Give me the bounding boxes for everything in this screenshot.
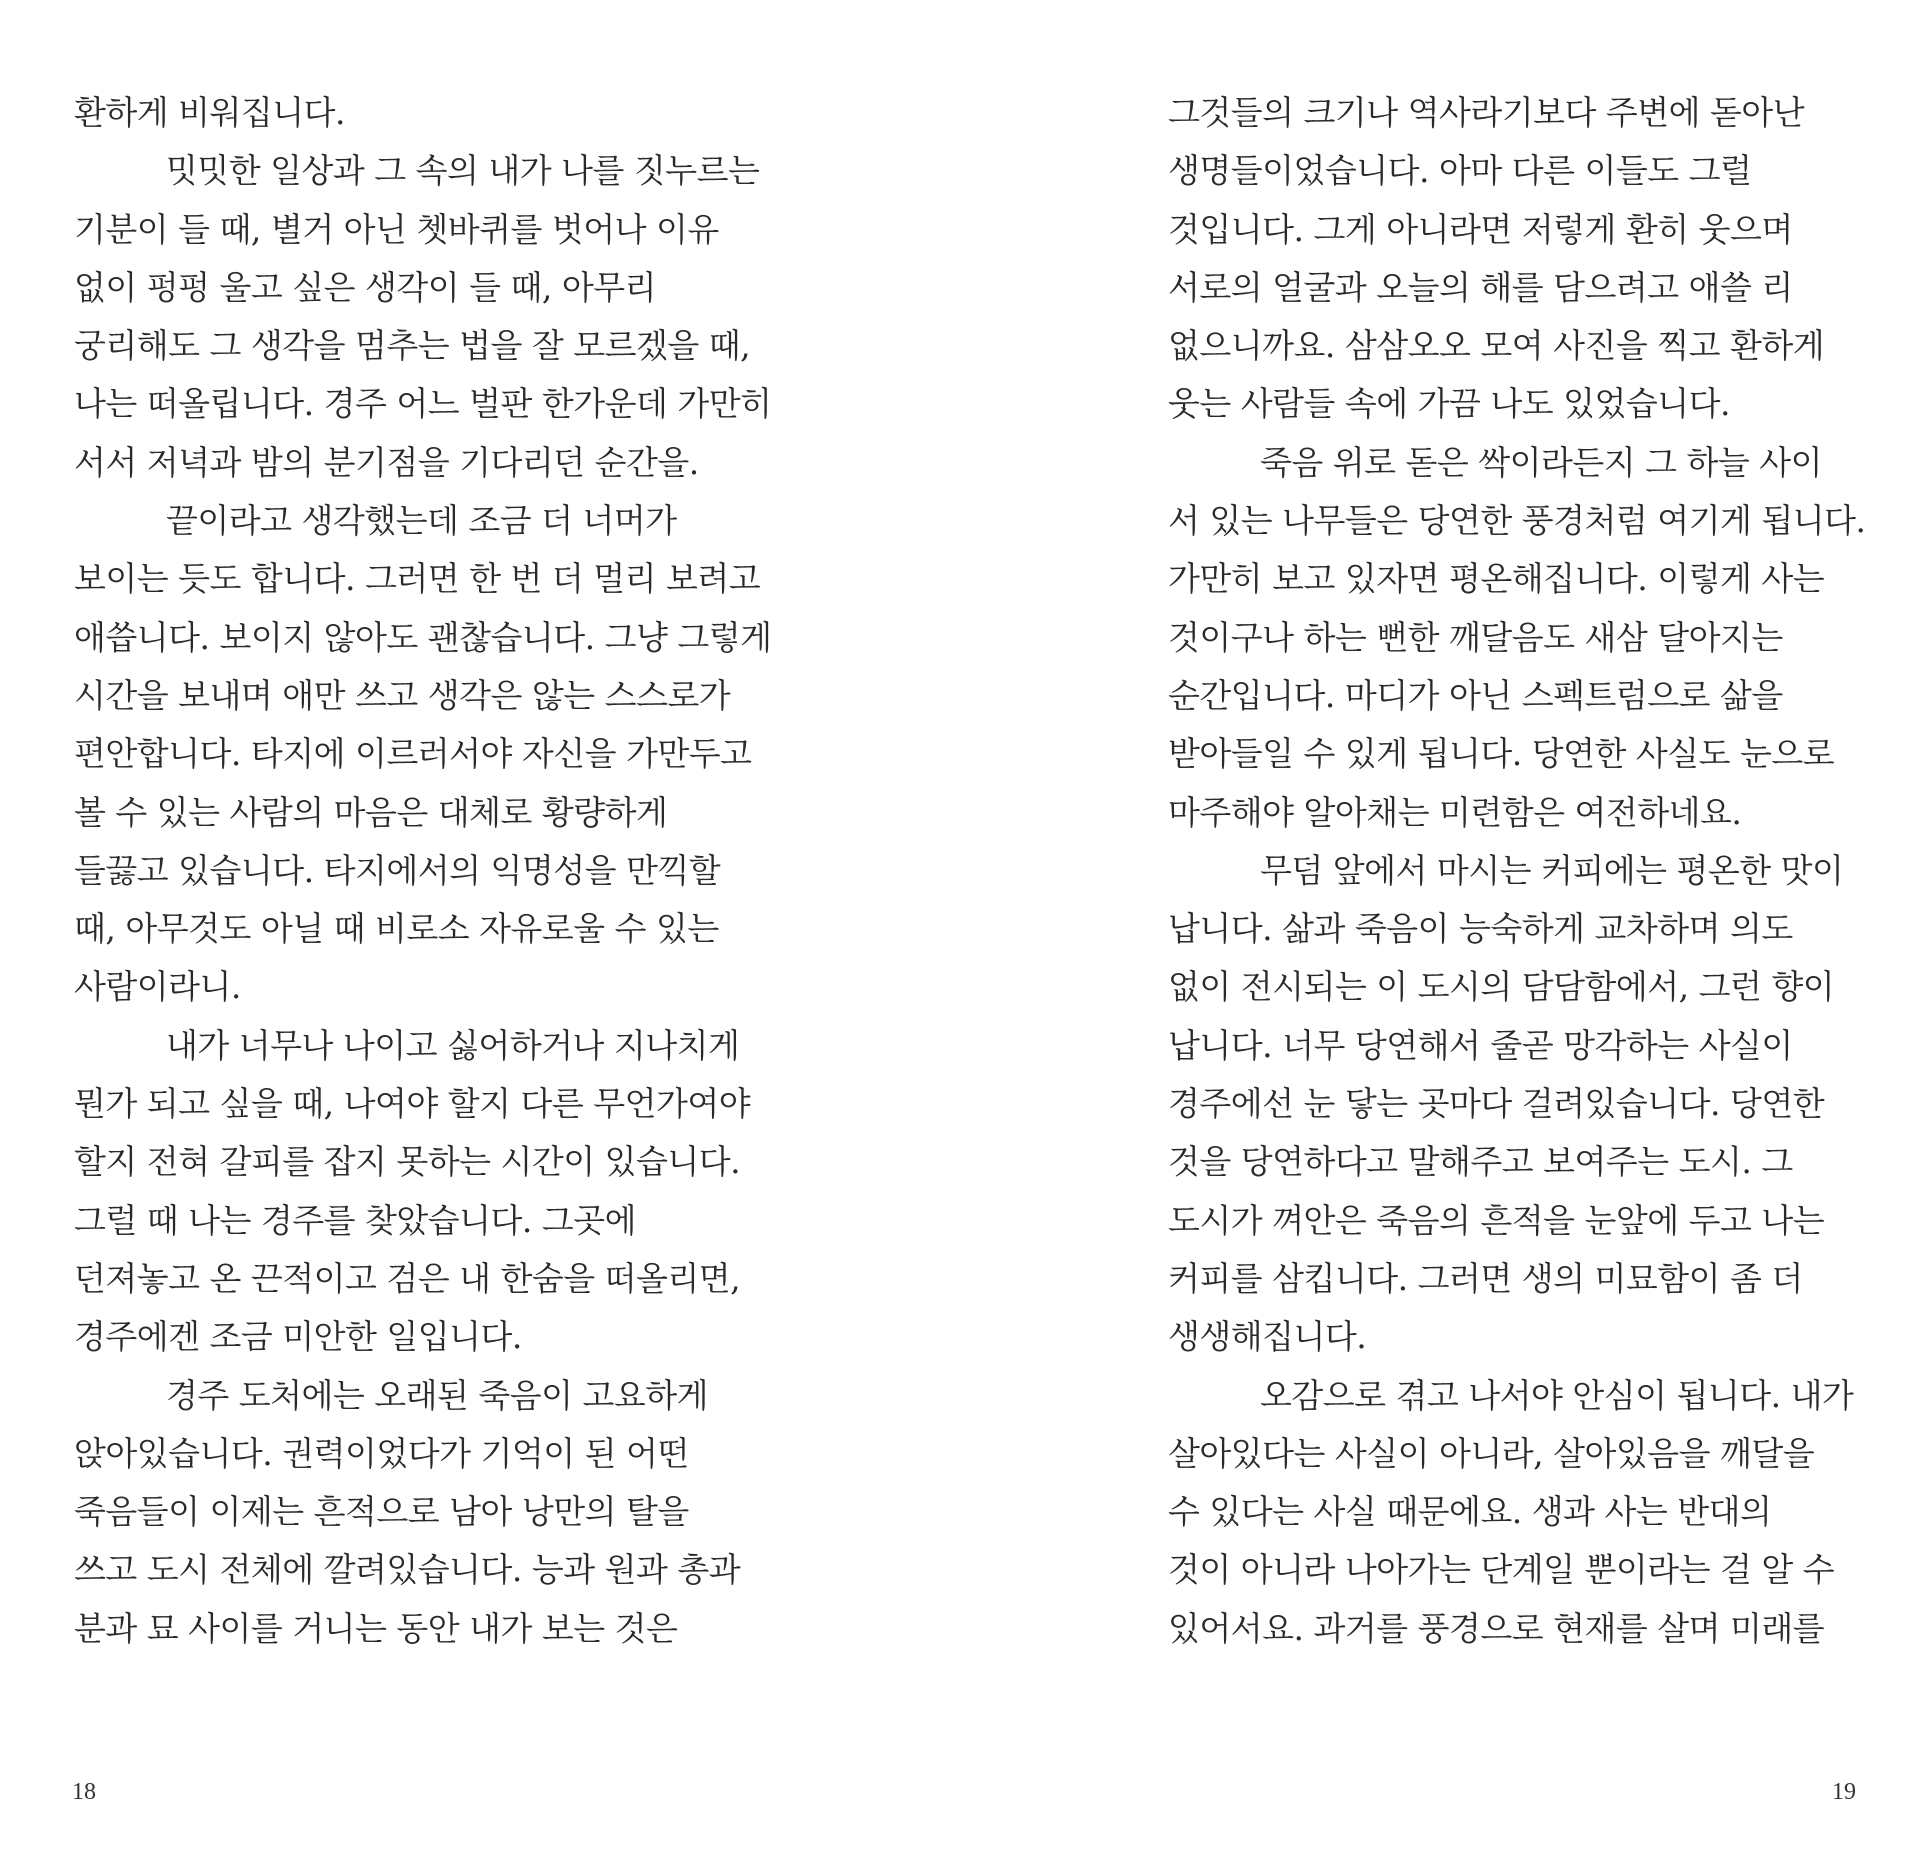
text-line: 것을 당연하다고 말해주고 보여주는 도시. 그 [1168, 1142, 1793, 1182]
text-line: 도시가 껴안은 죽음의 흔적을 눈앞에 두고 나는 [1168, 1200, 1825, 1240]
text-line: 볼 수 있는 사람의 마음은 대체로 황량하게 [74, 792, 668, 832]
left-page-number: 18 [72, 1779, 96, 1805]
text-line: 것입니다. 그게 아니라면 저렇게 환히 웃으며 [1168, 209, 1793, 249]
text-line: 죽음들이 이제는 흔적으로 남아 낭만의 탈을 [74, 1492, 689, 1532]
text-line: 던져놓고 온 끈적이고 검은 내 한숨을 떠올리면, [74, 1258, 741, 1298]
text-line: 뭔가 되고 싶을 때, 나여야 할지 다른 무언가여야 [74, 1084, 751, 1124]
text-line: 기분이 들 때, 별거 아닌 쳇바퀴를 벗어나 이유 [74, 209, 719, 249]
text-line: 살아있다는 사실이 아니라, 살아있음을 깨달을 [1168, 1433, 1815, 1473]
text-line: 애씁니다. 보이지 않아도 괜찮습니다. 그냥 그렇게 [74, 617, 772, 657]
text-line: 것이구나 하는 뻔한 깨달음도 새삼 달아지는 [1168, 617, 1783, 657]
text-line: 경주 도처에는 오래된 죽음이 고요하게 [166, 1375, 709, 1415]
text-line: 경주에선 눈 닿는 곳마다 걸려있습니다. 당연한 [1168, 1084, 1825, 1124]
text-line: 마주해야 알아채는 미련함은 여전하네요. [1168, 792, 1742, 832]
text-line: 내가 너무나 나이고 싫어하거나 지나치게 [166, 1025, 740, 1065]
text-line: 서로의 얼굴과 오늘의 해를 담으려고 애쓸 리 [1168, 267, 1793, 307]
text-line: 커피를 삼킵니다. 그러면 생의 미묘함이 좀 더 [1168, 1258, 1803, 1298]
text-line: 할지 전혀 갈피를 잡지 못하는 시간이 있습니다. [74, 1142, 741, 1182]
text-line: 수 있다는 사실 때문에요. 생과 사는 반대의 [1168, 1492, 1772, 1532]
text-line: 받아들일 수 있게 됩니다. 당연한 사실도 눈으로 [1168, 734, 1835, 774]
text-line: 없이 펑펑 울고 싶은 생각이 들 때, 아무리 [74, 267, 656, 307]
text-line: 궁리해도 그 생각을 멈추는 법을 잘 모르겠을 때, [74, 326, 751, 366]
text-line: 없이 전시되는 이 도시의 담담함에서, 그런 향이 [1168, 967, 1835, 1007]
text-line: 나는 떠올립니다. 경주 어느 벌판 한가운데 가만히 [74, 384, 772, 424]
text-line: 웃는 사람들 속에 가끔 나도 있었습니다. [1168, 384, 1730, 424]
text-line: 경주에겐 조금 미안한 일입니다. [74, 1317, 522, 1357]
text-line: 때, 아무것도 아닐 때 비로소 자유로울 수 있는 [74, 909, 719, 949]
left-page-body [74, 84, 774, 1658]
text-line: 밋밋한 일상과 그 속의 내가 나를 짓누르는 [166, 151, 760, 191]
right-page-number: 19 [1832, 1779, 1856, 1805]
text-line: 편안합니다. 타지에 이르러서야 자신을 가만두고 [74, 734, 752, 774]
text-line: 가만히 보고 있자면 평온해집니다. 이렇게 사는 [1168, 559, 1825, 599]
text-line: 오감으로 겪고 나서야 안심이 됩니다. 내가 [1260, 1375, 1854, 1415]
text-line: 환하게 비워집니다. [74, 93, 346, 132]
text-line: 끝이라고 생각했는데 조금 더 너머가 [166, 501, 677, 541]
text-line: 분과 묘 사이를 거니는 동안 내가 보는 것은 [74, 1608, 678, 1648]
text-line: 없으니까요. 삼삼오오 모여 사진을 찍고 환하게 [1168, 326, 1825, 366]
text-line: 생명들이었습니다. 아마 다른 이들도 그럴 [1168, 151, 1752, 191]
text-line: 있어서요. 과거를 풍경으로 현재를 살며 미래를 [1168, 1608, 1825, 1648]
text-line: 쓰고 도시 전체에 깔려있습니다. 능과 원과 총과 [74, 1550, 741, 1590]
text-line: 앉아있습니다. 권력이었다가 기억이 된 어떤 [74, 1433, 689, 1473]
text-line: 보이는 듯도 합니다. 그러면 한 번 더 멀리 보려고 [74, 559, 761, 599]
text-line: 납니다. 삶과 죽음이 능숙하게 교차하며 의도 [1168, 909, 1793, 949]
text-line: 그럴 때 나는 경주를 찾았습니다. 그곳에 [74, 1200, 636, 1240]
text-line: 것이 아니라 나아가는 단계일 뿐이라는 걸 알 수 [1168, 1550, 1835, 1590]
text-line: 시간을 보내며 애만 쓰고 생각은 않는 스스로가 [74, 675, 731, 715]
text-line: 생생해집니다. [1168, 1317, 1367, 1357]
right-page-body [1168, 84, 1868, 1658]
text-line: 죽음 위로 돋은 싹이라든지 그 하늘 사이 [1260, 442, 1822, 482]
text-line: 서서 저녁과 밤의 분기점을 기다리던 순간을. [74, 442, 699, 482]
text-line: 무덤 앞에서 마시는 커피에는 평온한 맛이 [1260, 850, 1844, 890]
text-line: 납니다. 너무 당연해서 줄곧 망각하는 사실이 [1168, 1025, 1793, 1065]
text-line: 서 있는 나무들은 당연한 풍경처럼 여기게 됩니다. [1168, 501, 1866, 541]
text-line: 순간입니다. 마디가 아닌 스펙트럼으로 삶을 [1168, 675, 1783, 715]
text-line: 사람이라니. [74, 967, 241, 1007]
text-line: 그것들의 크기나 역사라기보다 주변에 돋아난 [1168, 93, 1805, 132]
text-line: 들끓고 있습니다. 타지에서의 익명성을 만끽할 [74, 850, 721, 890]
